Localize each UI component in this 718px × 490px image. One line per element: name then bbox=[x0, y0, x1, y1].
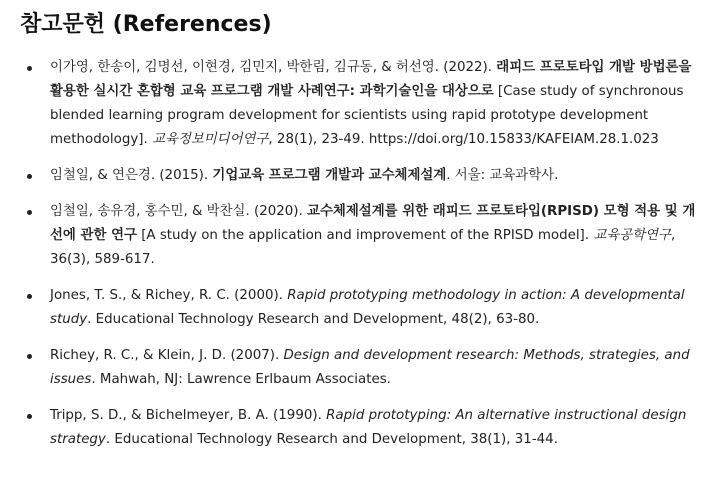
reference-title: Rapid prototyping methodology in action: A developmental study bbox=[50, 288, 685, 327]
reference-authors: Jones, T. S., & Richey, R. C. (2000). bbox=[50, 288, 288, 303]
reference-journal: 교육정보미디어연구 bbox=[151, 132, 269, 147]
bullet-icon bbox=[27, 294, 32, 299]
reference-item bbox=[20, 404, 696, 452]
reference-item bbox=[20, 56, 696, 152]
bullet-icon bbox=[27, 414, 32, 419]
reference-title: Design and development research: Methods, strategies, and issues bbox=[50, 348, 690, 387]
reference-authors: 임철일, 송유경, 홍수민, & 박찬실. (2020). bbox=[50, 204, 308, 219]
reference-authors: Tripp, S. D., & Bichelmeyer, B. A. (1990). bbox=[50, 408, 327, 423]
reference-journal: 교육공학연구 bbox=[593, 228, 671, 243]
reference-translation: [Case study of synchronous blended learning program development for scientists using rapid prototype development methodology]. bbox=[50, 84, 684, 147]
reference-item bbox=[20, 344, 696, 392]
reference-list bbox=[20, 56, 696, 452]
reference-authors: 임철일, & 연은경. (2015). bbox=[50, 168, 213, 183]
reference-title: Rapid prototyping: An alternative instructional design strategy bbox=[50, 408, 687, 447]
bullet-icon bbox=[27, 354, 32, 359]
reference-item bbox=[20, 284, 696, 332]
bullet-icon bbox=[27, 66, 32, 71]
page-title: 참고문헌 (References) bbox=[20, 12, 272, 37]
reference-details: . Mahwah, NJ: Lawrence Erlbaum Associates. bbox=[91, 372, 391, 387]
reference-details: . Educational Technology Research and Development, 48(2), 63-80. bbox=[87, 312, 540, 327]
reference-title: 기업교육 프로그램 개발과 교수체제설계 bbox=[212, 168, 447, 183]
bullet-icon bbox=[27, 174, 32, 179]
reference-details: . Educational Technology Research and Development, 38(1), 31-44. bbox=[105, 432, 558, 447]
reference-item bbox=[20, 200, 696, 272]
reference-translation: [A study on the application and improvement of the RPISD model]. bbox=[136, 228, 594, 243]
reference-details: . 서울: 교육과학사. bbox=[446, 168, 559, 183]
reference-details: , 36(3), 589-617. bbox=[50, 228, 676, 267]
reference-details: , 28(1), 23-49. https://doi.org/10.15833/KAFEIAM.28.1.023 bbox=[268, 132, 659, 147]
reference-authors: 이가영, 한송이, 김명선, 이현경, 김민지, 박한림, 김규동, & 허선영. (2022). bbox=[50, 60, 497, 75]
reference-title: 교수체제설계를 위한 래피드 프로토타입(RPISD) 모형 적용 및 개선에 관한 연구 bbox=[50, 204, 696, 243]
reference-title: 래피드 프로토타입 개발 방법론을 활용한 실시간 혼합형 교육 프로그램 개발 사례연구: 과학기술인을 대상으로 bbox=[50, 60, 692, 99]
reference-item bbox=[20, 164, 696, 188]
bullet-icon bbox=[27, 210, 32, 215]
reference-authors: Richey, R. C., & Klein, J. D. (2007). bbox=[50, 348, 284, 363]
